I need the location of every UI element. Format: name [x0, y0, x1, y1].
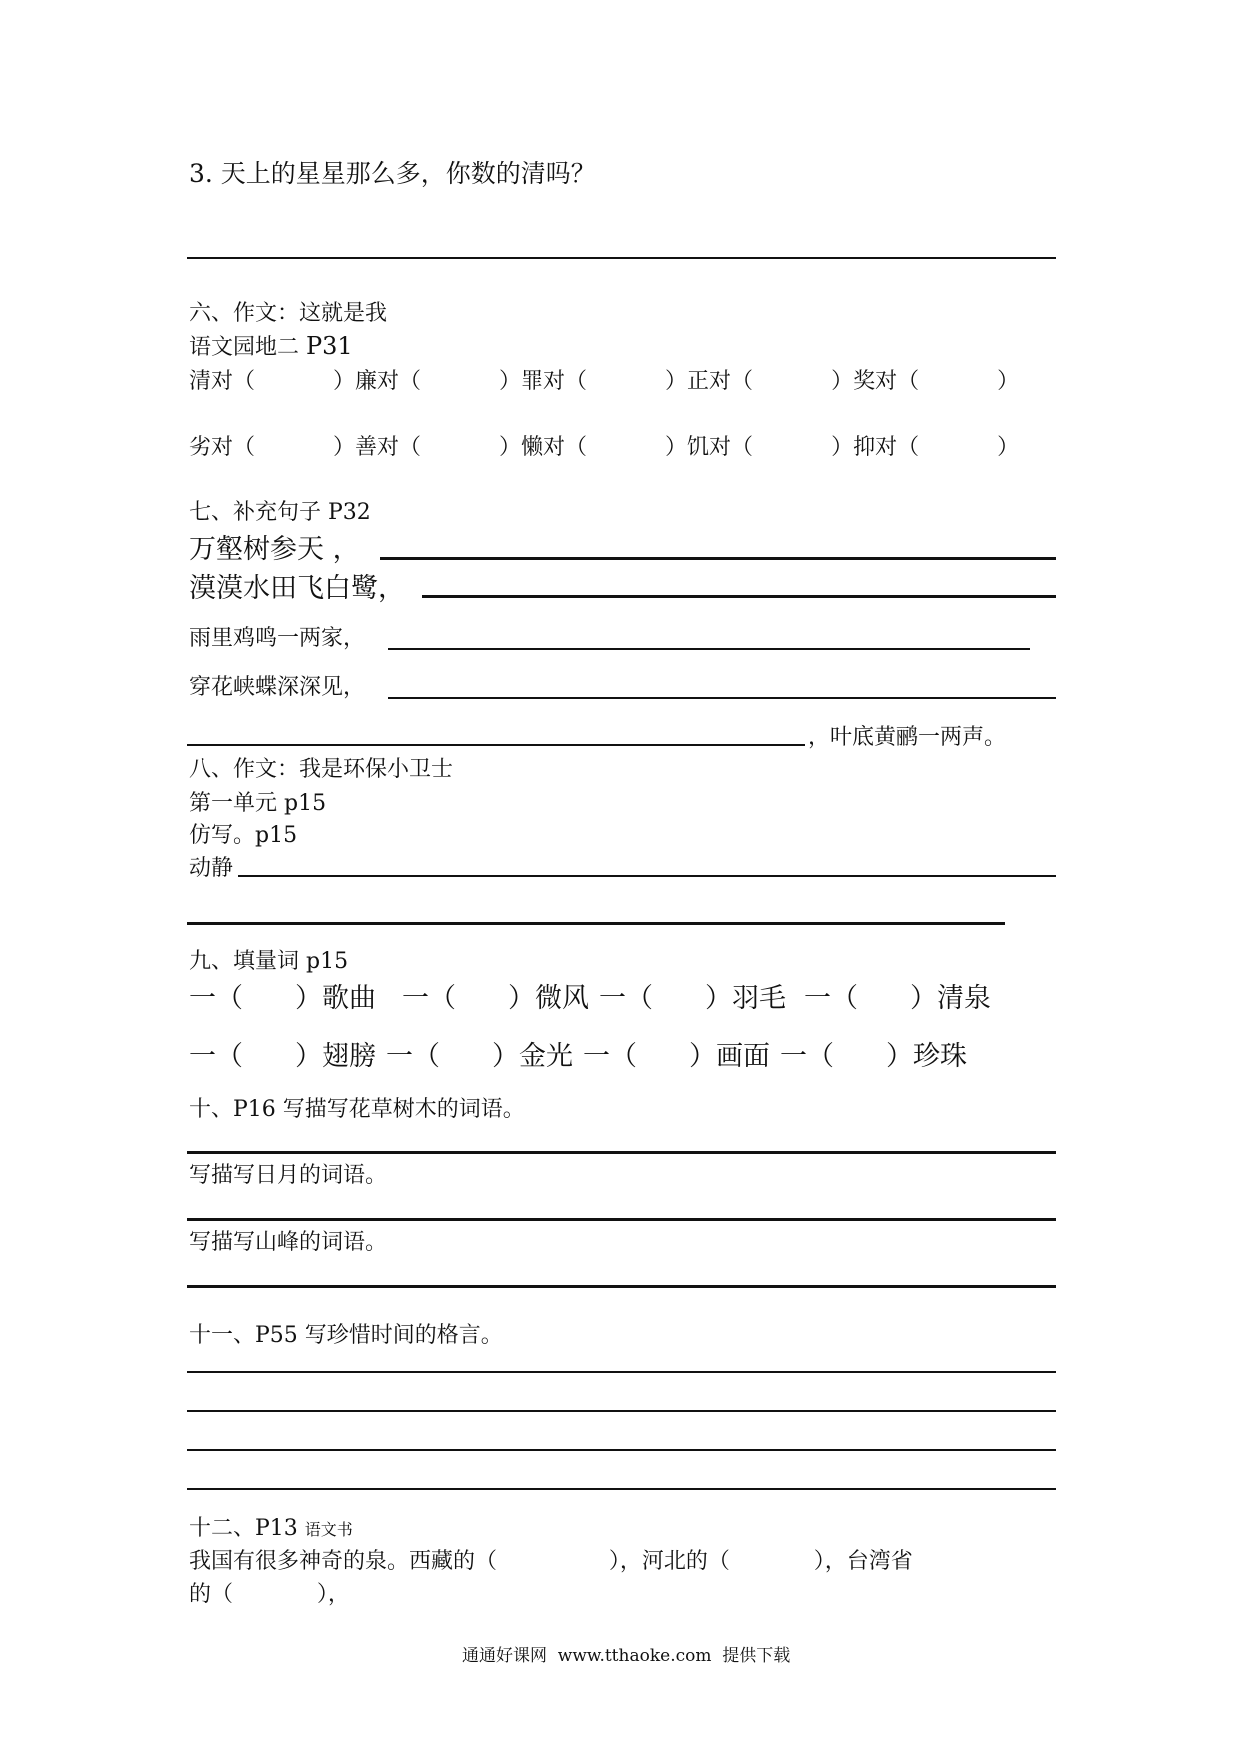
antonym-row-1: [189, 362, 1019, 396]
poem-answer-line-1: [380, 557, 1056, 560]
poem-line-1: 万壑树参天 ，: [189, 534, 360, 565]
measure-noun: ）微风: [508, 982, 589, 1014]
section-12-title: 十二、P13: [189, 1516, 305, 1541]
section-8-heading: 八、作文：我是环保小卫士: [189, 757, 454, 782]
measure-blank-open: 一（: [402, 982, 456, 1014]
measure-blank-open: 一（: [780, 1040, 834, 1072]
poem-answer-line-5: [187, 744, 805, 746]
measure-noun: ）翅膀: [295, 1040, 376, 1072]
poem-line-4: 穿花峡蝶深深见，: [189, 675, 366, 700]
answer-line-q3: [187, 257, 1056, 259]
mountain-prompt: 写描写山峰的词语。: [189, 1230, 388, 1255]
measure-blank-open: 一（: [189, 982, 243, 1014]
measure-word-row-2: [189, 1033, 967, 1073]
measure-noun: ）珍珠: [886, 1040, 967, 1072]
footer-credit: 通通好课网 www.tthaoke.com 提供下载: [462, 1646, 791, 1666]
motto-answer-line-4: [187, 1488, 1056, 1490]
flowers-answer-line: [187, 1151, 1056, 1154]
antonym-item: ）善对（: [333, 434, 422, 460]
motto-answer-line-3: [187, 1449, 1056, 1451]
poem-answer-line-4: [388, 697, 1056, 699]
poem-line-3: 雨里鸡鸣一两家，: [189, 626, 366, 651]
section-7-heading: 七、补充句子 P32: [189, 500, 371, 525]
antonym-item: ）罪对（: [499, 368, 588, 394]
antonym-item: ）: [997, 434, 1020, 460]
question-3: 3. 天上的星星那么多，你数的清吗？: [189, 159, 596, 188]
antonym-item: 劣对（: [189, 434, 256, 460]
section-11-heading: 十一、P55 写珍惜时间的格言。: [189, 1323, 503, 1348]
section-10-heading: 十、P16 写描写花草树木的词语。: [189, 1097, 525, 1122]
section-6-subheading: [189, 330, 353, 361]
measure-blank-open: 一（: [583, 1040, 637, 1072]
springs-sentence-line-2: 的（ ），: [189, 1582, 350, 1607]
measure-word-row-1: [189, 975, 991, 1015]
antonym-row-2: [189, 428, 1019, 462]
antonym-item: ）饥对（: [665, 434, 754, 460]
imitate-instruction: 仿写。p15: [189, 823, 298, 848]
antonym-item: ）廉对（: [333, 368, 422, 394]
measure-blank-open: 一（: [804, 982, 858, 1014]
section-9-heading: 九、填量词 p15: [189, 949, 349, 974]
antonym-item: ）抑对（: [831, 434, 920, 460]
antonym-item: ）奖对（: [831, 368, 920, 394]
dongjing-label: 动静: [189, 856, 234, 881]
poem-line-2: 漠漠水田飞白鹭，: [189, 573, 405, 604]
measure-noun: ）羽毛: [705, 982, 786, 1014]
dongjing-answer-line-2: [187, 922, 1005, 925]
sun-moon-prompt: 写描写日月的词语。: [189, 1163, 388, 1188]
measure-noun: ）金光: [492, 1040, 573, 1072]
unit-reference: 第一单元 p15: [189, 791, 327, 816]
antonym-item: ）懒对（: [499, 434, 588, 460]
motto-answer-line-2: [187, 1410, 1056, 1412]
antonym-item: ）: [997, 368, 1020, 394]
mountain-answer-line: [187, 1285, 1056, 1288]
section-12-note: 语文书: [304, 1520, 353, 1539]
subheading-text: 语文园地二: [189, 335, 306, 360]
measure-blank-open: 一（: [386, 1040, 440, 1072]
antonym-item: 清对（: [189, 368, 256, 394]
section-12-heading: [189, 1511, 353, 1542]
sun-moon-answer-line: [187, 1218, 1056, 1221]
measure-blank-open: 一（: [599, 982, 653, 1014]
poem-answer-line-2: [422, 595, 1056, 598]
antonym-item: ）正对（: [665, 368, 754, 394]
measure-noun: ）清泉: [910, 982, 991, 1014]
measure-blank-open: 一（: [189, 1040, 243, 1072]
dongjing-answer-line-1: [238, 875, 1056, 877]
section-6-heading: 六、作文：这就是我: [189, 301, 388, 326]
poem-line-5-suffix: ，叶底黄鹂一两声。: [808, 725, 1007, 750]
poem-answer-line-3: [388, 648, 1030, 650]
springs-sentence-line-1: 我国有很多神奇的泉。西藏的（ ），河北的（ ），台湾省: [189, 1549, 913, 1574]
measure-noun: ）歌曲: [295, 982, 376, 1014]
measure-noun: ）画面: [689, 1040, 770, 1072]
motto-answer-line-1: [187, 1371, 1056, 1373]
page-ref: P31: [306, 332, 353, 360]
